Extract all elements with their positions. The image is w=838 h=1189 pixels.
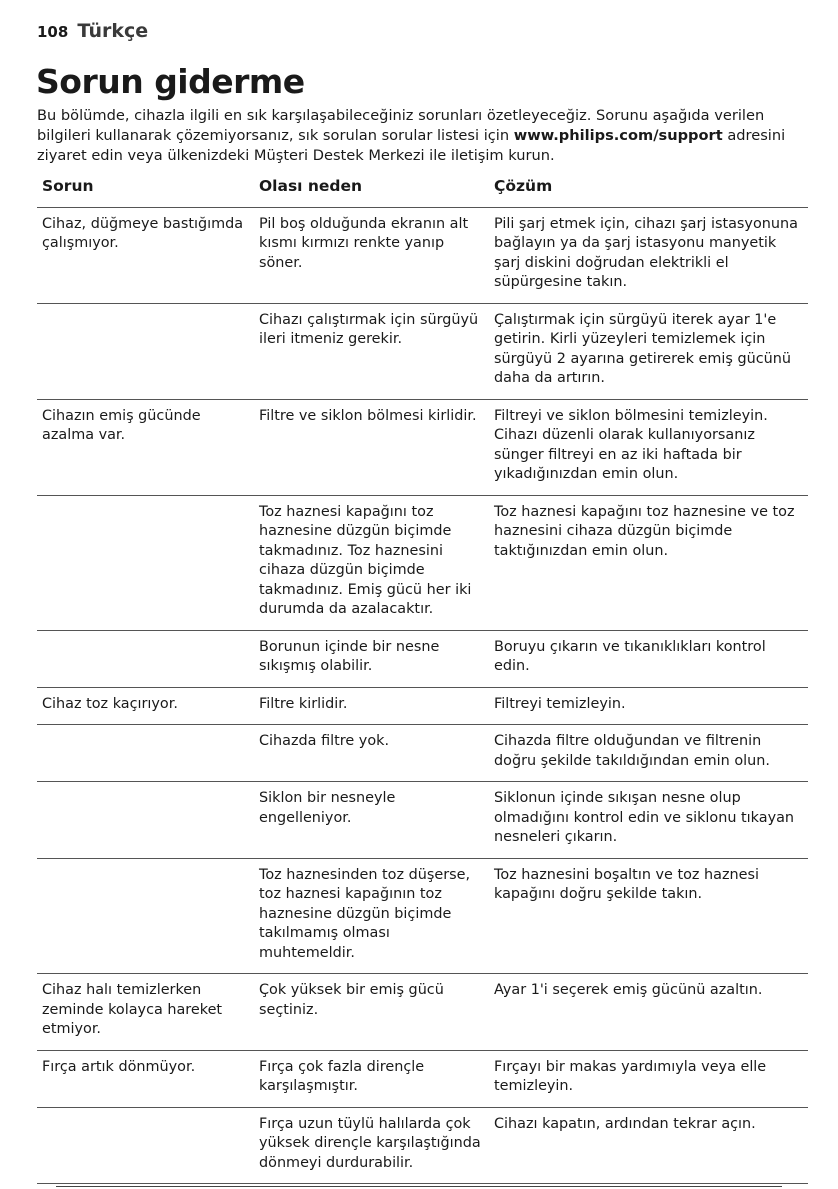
solution-cell: Cihazı kapatın, ardından tekrar açın. bbox=[489, 1107, 808, 1184]
cause-cell: Çok yüksek bir emiş gücü seçtiniz. bbox=[254, 974, 489, 1051]
cause-cell: Fırça uzun tüylü halılarda çok yüksek dirençle karşılaştığında dönmeyi durdurabilir. bbox=[254, 1107, 489, 1184]
page-number: 108 bbox=[37, 23, 69, 41]
table-row bbox=[37, 1107, 808, 1184]
problem-cell bbox=[37, 303, 254, 399]
problem-cell bbox=[37, 1107, 254, 1184]
header-problem: Sorun bbox=[37, 172, 254, 207]
intro-text-start: Bu bölümde, cihazla ilgili en sık karşılaşabileceğiniz sorunları özetleyeceğiz. Sorunu aşağıda verilen bilgileri kullanarak çözemiyorsanız, sık sorulan sorular listesi için bbox=[37, 107, 765, 144]
problem-cell bbox=[37, 858, 254, 974]
intro-text-end: adresini ziyaret edin veya ülkenizdeki Müşteri Destek Merkezi ile iletişim kurun. bbox=[37, 127, 786, 164]
cause-cell: Filtre kirlidir. bbox=[254, 687, 489, 725]
solution-cell: Toz haznesi kapağını toz haznesine ve toz haznesini cihaza düzgün biçimde taktığınızdan emin olun. bbox=[489, 495, 808, 630]
cause-cell: Fırça çok fazla dirençle karşılaşmıştır. bbox=[254, 1050, 489, 1107]
cause-cell: Toz haznesinden toz düşerse, toz haznesi kapağının toz haznesine düzgün biçimde takılmamış olması muhtemeldir. bbox=[254, 858, 489, 974]
cause-cell: Filtre ve siklon bölmesi kirlidir. bbox=[254, 399, 489, 495]
table-row bbox=[37, 725, 808, 782]
header-solution: Çözüm bbox=[489, 172, 808, 207]
solution-cell: Siklonun içinde sıkışan nesne olup olmadığını kontrol edin ve siklonu tıkayan nesneleri çıkarın. bbox=[489, 782, 808, 859]
language-label: Türkçe bbox=[77, 20, 149, 42]
solution-cell: Toz haznesini boşaltın ve toz haznesi kapağını doğru şekilde takın. bbox=[489, 858, 808, 974]
cause-cell: Siklon bir nesneyle engelleniyor. bbox=[254, 782, 489, 859]
solution-cell: Filtreyi temizleyin. bbox=[489, 687, 808, 725]
cause-cell: Pil boş olduğunda ekranın alt kısmı kırmızı renkte yanıp söner. bbox=[254, 207, 489, 303]
solution-cell: Cihazda filtre olduğundan ve filtrenin doğru şekilde takıldığından emin olun. bbox=[489, 725, 808, 782]
solution-cell: Çalıştırmak için sürgüyü iterek ayar 1'e getirin. Kirli yüzeyleri temizlemek için sürgüyü 2 ayarına getirerek emiş gücünü daha da artırın. bbox=[489, 303, 808, 399]
table-row bbox=[37, 974, 808, 1051]
table-row bbox=[37, 207, 808, 303]
table-row bbox=[37, 630, 808, 687]
problem-cell bbox=[37, 630, 254, 687]
problem-cell bbox=[37, 782, 254, 859]
footer-divider bbox=[56, 1186, 782, 1187]
cause-cell: Cihazı çalıştırmak için sürgüyü ileri itmeniz gerekir. bbox=[254, 303, 489, 399]
troubleshooting-table bbox=[37, 172, 808, 1184]
problem-cell: Fırça artık dönmüyor. bbox=[37, 1050, 254, 1107]
solution-cell: Fırçayı bir makas yardımıyla veya elle temizleyin. bbox=[489, 1050, 808, 1107]
problem-cell: Cihaz halı temizlerken zeminde kolayca hareket etmiyor. bbox=[37, 974, 254, 1051]
problem-cell: Cihaz toz kaçırıyor. bbox=[37, 687, 254, 725]
solution-cell: Ayar 1'i seçerek emiş gücünü azaltın. bbox=[489, 974, 808, 1051]
solution-cell: Pili şarj etmek için, cihazı şarj istasyonuna bağlayın ya da şarj istasyonu manyetik şarj diskini doğrudan elektrikli el süpürgesine takın. bbox=[489, 207, 808, 303]
table-row bbox=[37, 495, 808, 630]
page-header bbox=[37, 20, 148, 42]
problem-cell: Cihazın emiş gücünde azalma var. bbox=[37, 399, 254, 495]
solution-cell: Boruyu çıkarın ve tıkanıklıkları kontrol edin. bbox=[489, 630, 808, 687]
table-row bbox=[37, 1050, 808, 1107]
problem-cell bbox=[37, 725, 254, 782]
cause-cell: Toz haznesi kapağını toz haznesine düzgün biçimde takmadınız. Toz haznesini cihaza düzgün biçimde takmadınız. Emiş gücü her iki durumda da azalacaktır. bbox=[254, 495, 489, 630]
cause-cell: Cihazda filtre yok. bbox=[254, 725, 489, 782]
table-row bbox=[37, 687, 808, 725]
table-row bbox=[37, 399, 808, 495]
problem-cell: Cihaz, düğmeye bastığımda çalışmıyor. bbox=[37, 207, 254, 303]
support-url: www.philips.com/support bbox=[513, 127, 723, 144]
header-cause: Olası neden bbox=[254, 172, 489, 207]
table-row bbox=[37, 303, 808, 399]
intro-paragraph bbox=[37, 106, 807, 166]
table-header-row bbox=[37, 172, 808, 207]
table-row bbox=[37, 782, 808, 859]
solution-cell: Filtreyi ve siklon bölmesini temizleyin. Cihazı düzenli olarak kullanıyorsanız sünger filtreyi en az iki haftada bir yıkadığınızdan emin olun. bbox=[489, 399, 808, 495]
problem-cell bbox=[37, 495, 254, 630]
table-row bbox=[37, 858, 808, 974]
cause-cell: Borunun içinde bir nesne sıkışmış olabilir. bbox=[254, 630, 489, 687]
page-title: Sorun giderme bbox=[36, 62, 305, 101]
